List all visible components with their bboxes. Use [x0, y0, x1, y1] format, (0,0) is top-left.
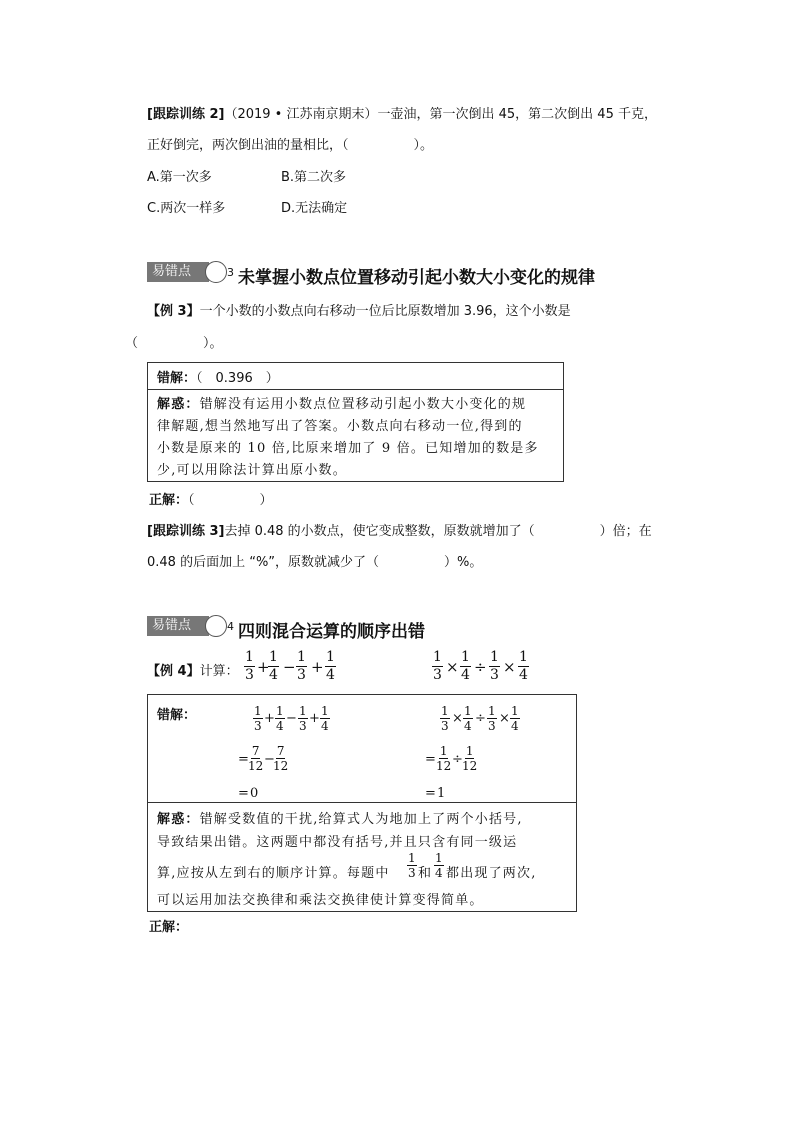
- drill2-line1: [147, 103, 657, 122]
- analysis-line-1: [157, 808, 523, 827]
- correct-solution-row: [149, 489, 273, 508]
- drill2-option-b: B.第二次多: [281, 170, 347, 185]
- fraction: $\frac{1}{4}$: [511, 704, 519, 733]
- error-point-number: 4: [227, 620, 234, 633]
- plus-sign: +: [264, 711, 275, 726]
- analysis-line-2: 导致结果出错。这两题中都没有括号,并且只含有同一级运: [157, 835, 518, 850]
- drill2-option-c: C.两次一样多: [147, 201, 226, 216]
- example4-line: [147, 660, 239, 679]
- box-divider: [147, 389, 564, 390]
- fraction: $\frac{1}{4}$: [461, 649, 470, 683]
- wrong-answer: （ 0.396 ）: [196, 371, 279, 386]
- drill2-line2: 正好倒完，两次倒出油的量相比，（ ）。: [147, 138, 434, 153]
- example3-text: 一个小数的小数点向右移动一位后比原数增加 3.96，这个小数是: [199, 304, 571, 319]
- fraction: $\frac{7}{12}$: [273, 744, 289, 773]
- error-point-title: 四则混合运算的顺序出错: [238, 622, 425, 642]
- times-sign: ×: [452, 711, 463, 726]
- drill2-text: （2019 • 江苏南京期末）一壶油，第一次倒出 45，第二次倒出 45 千克，: [224, 107, 657, 122]
- correct-label: 正解：: [149, 920, 189, 935]
- example3-line: [147, 300, 571, 319]
- badge-circle-icon: [205, 261, 227, 283]
- wrong-label: 错解：: [157, 371, 197, 386]
- wrong-label: 错解：: [157, 708, 197, 723]
- error-point-badge: 易错点: [147, 616, 209, 636]
- equals-sign: =: [425, 786, 436, 801]
- fraction: $\frac{7}{12}$: [248, 744, 264, 773]
- analysis-line-4: 少,可以用除法计算出原小数。: [157, 463, 347, 478]
- analysis-line-2: 律解题,想当然地写出了答案。小数点向右移动一位,得到的: [157, 419, 523, 434]
- correct-label: 正解：: [149, 493, 189, 508]
- fraction: $\frac{1}{3}$: [490, 649, 499, 683]
- analysis-line-3: [157, 862, 390, 881]
- drill3-text: 去掉 0.48 的小数点，使它变成整数，原数就增加了（ ）倍；在: [224, 524, 652, 539]
- analysis-text-3b: 和: [418, 866, 433, 881]
- analysis-text-3c: 都出现了两次,: [446, 866, 537, 881]
- example4-text: 计算：: [199, 664, 239, 679]
- plus-sign: +: [309, 711, 320, 726]
- error-point-badge: 易错点: [147, 262, 209, 282]
- divide-sign: ÷: [474, 658, 487, 676]
- plus-sign: +: [257, 658, 270, 676]
- analysis-line-1: [157, 393, 526, 412]
- fraction: $\frac{1}{4}$: [269, 649, 278, 683]
- times-sign: ×: [503, 658, 516, 676]
- fraction: $\frac{1}{4}$: [435, 851, 443, 880]
- divide-sign: ÷: [475, 711, 486, 726]
- example3-label: 【例 3】: [147, 304, 200, 319]
- box-divider: [147, 802, 577, 803]
- result-zero: 0: [250, 786, 259, 801]
- fraction: $\frac{1}{3}$: [441, 704, 449, 733]
- fraction: $\frac{1}{3}$: [488, 704, 496, 733]
- drill2-option-a: A.第一次多: [147, 170, 212, 185]
- analysis-line-3: 小数是原来的 10 倍,比原来增加了 9 倍。已知增加的数是多: [157, 441, 539, 456]
- analysis-label: 解惑：: [157, 812, 200, 827]
- fraction: $\frac{1}{4}$: [321, 704, 329, 733]
- analysis-text-1: 错解没有运用小数点位置移动引起小数大小变化的规: [199, 397, 527, 412]
- error-point-number: 3: [227, 266, 234, 279]
- fraction: $\frac{1}{3}$: [408, 851, 416, 880]
- drill3-tag: [跟踪训练 3]: [147, 524, 225, 539]
- fraction: $\frac{1}{3}$: [245, 649, 254, 683]
- correct-blank: （ ）: [188, 493, 273, 508]
- fraction: $\frac{1}{4}$: [276, 704, 284, 733]
- wrong-solution-row: [157, 367, 279, 386]
- fraction: $\frac{1}{3}$: [433, 649, 442, 683]
- drill3-line1: [147, 520, 652, 539]
- analysis-text-1: 错解受数值的干扰,给算式人为地加上了两个小括号,: [199, 812, 523, 827]
- analysis-line-4: 可以运用加法交换律和乘法交换律使计算变得简单。: [157, 893, 484, 908]
- fraction: $\frac{1}{4}$: [326, 649, 335, 683]
- example4-label: 【例 4】: [147, 664, 200, 679]
- equals-sign: =: [238, 752, 249, 767]
- analysis-label: 解惑：: [157, 397, 200, 412]
- fraction: $\frac{1}{4}$: [519, 649, 528, 683]
- equals-sign: =: [238, 786, 249, 801]
- equals-sign: =: [425, 752, 436, 767]
- plus-sign: +: [311, 658, 324, 676]
- divide-sign: ÷: [452, 752, 463, 767]
- fraction: $\frac{1}{3}$: [299, 704, 307, 733]
- error-point-title: 未掌握小数点位置移动引起小数大小变化的规律: [238, 268, 595, 288]
- drill2-tag: [跟踪训练 2]: [147, 107, 225, 122]
- times-sign: ×: [446, 658, 459, 676]
- fraction: $\frac{1}{12}$: [436, 744, 452, 773]
- fraction: $\frac{1}{3}$: [254, 704, 262, 733]
- analysis-text-3a: 算,应按从左到右的顺序计算。每题中: [157, 866, 390, 881]
- minus-sign: −: [264, 752, 275, 767]
- result-one: 1: [437, 786, 446, 801]
- minus-sign: −: [286, 711, 297, 726]
- fraction: $\frac{1}{12}$: [462, 744, 478, 773]
- fraction: $\frac{1}{3}$: [297, 649, 306, 683]
- fraction: $\frac{1}{4}$: [464, 704, 472, 733]
- badge-circle-icon: [205, 615, 227, 637]
- drill3-line2: 0.48 的后面加上 “%”，原数就减少了（ ）%。: [147, 555, 483, 570]
- times-sign: ×: [499, 711, 510, 726]
- example3-blank: （ ）。: [125, 336, 223, 351]
- minus-sign: −: [283, 658, 296, 676]
- drill2-option-d: D.无法确定: [281, 201, 348, 216]
